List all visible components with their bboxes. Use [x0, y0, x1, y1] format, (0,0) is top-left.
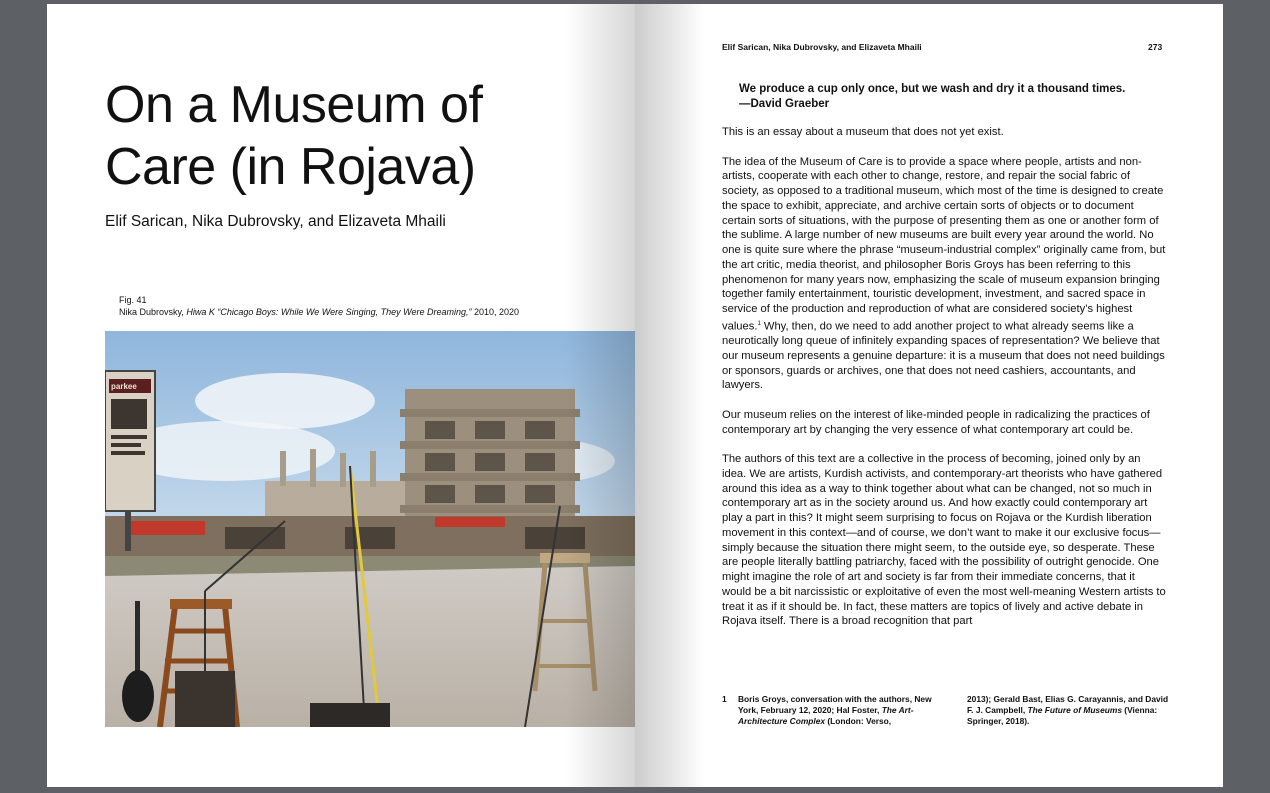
figure-caption: [119, 294, 599, 318]
footnote-italic-title: The Future of Museums: [1027, 705, 1122, 715]
paragraph-2-part-b: Why, then, do we need to add another project to what already seems like a neurotically long queue of infinitely expanding spaces of representation? We believe that our museum represents a genuine departure: it is a museum that does not need buildings or sponsors, guards or archives, one that does not need cashiers, accountants, and lawyers.: [722, 320, 1165, 392]
gutter-shadow: [635, 4, 705, 787]
footnote-text: 2013); Gerald Bast, Elias G. Carayannis, and David F. J. Campbell,: [967, 694, 1169, 715]
footnote-column-2: [967, 694, 1172, 727]
street-scene-photo: [105, 331, 635, 727]
epigraph-quote: We produce a cup only once, but we wash and dry it a thousand times.: [739, 83, 1126, 95]
figure-label: Fig. 41: [119, 295, 147, 305]
paragraph-3: Our museum relies on the interest of like-minded people in radicalizing the practices of contemporary art by changing the very essence of what contemporary art could be.: [722, 408, 1150, 436]
cloud: [195, 373, 375, 429]
billboard-text: parkee: [111, 382, 137, 391]
footnote-text: Boris Groys, conversation with the authors, New York, February 12, 2020; Hal Foster,: [738, 694, 932, 715]
page-number: 273: [1148, 42, 1163, 52]
epigraph: [739, 82, 1169, 112]
figure-work-title: Hiwa K “Chicago Boys: While We Were Singing, They Were Dreaming,”: [186, 307, 472, 317]
figure-credit: [119, 306, 599, 318]
paragraph-2-part-a: The idea of the Museum of Care is to provide a space where people, artists and non-artists, cooperate with each other to change, restore, and repair the social fabric of society, as opposed to a traditional museum, which most of the time is designed to create the space to exhibit, appreciate, and archive certain sorts of objects or to document certain sorts of situations, with the purpose of presenting them as one or another form of the sublime. A large number of new museums are built every year around the world. No one is quite sure where the phrase “museum-industrial complex” originally came from, but the art critic, media theorist, and philosopher Boris Groys has been referring to this phenomenon for many years now, emphasizing the scale of museum expansion bringing together family entertainment, touristic development, investment, and sacred space in service of the production and reproduction of what are considered society’s highest values.: [722, 155, 1166, 333]
epigraph-author: —David Graeber: [739, 98, 830, 110]
body-text: [722, 125, 1167, 644]
paragraph-2: [722, 155, 1167, 394]
running-head: Elif Sarican, Nika Dubrovsky, and Elizaveta Mhaili: [722, 42, 922, 52]
article-authors: Elif Sarican, Nika Dubrovsky, and Elizaveta Mhaili: [105, 213, 446, 230]
article-title: [105, 74, 605, 198]
footnote-mark[interactable]: 1: [757, 320, 761, 327]
title-line-1: On a Museum of: [105, 76, 483, 134]
paragraph-1: This is an essay about a museum that does not yet exist.: [722, 126, 1004, 138]
paragraph-4: The authors of this text are a collective in the process of becoming, joined only by an idea. We are artists, Kurdish activists, and contemporary-art theorists who have gathered around this idea as a way to think together about what can be changed, not so much in contemporary art as in the society around us. And how exactly could contemporary art play a part in this? It might seem surprising to focus on Rojava or the Kurdish liberation movement in this context—and of course, we don’t want to make it our exclusive focus—simply because the situation there might seem, to the outside eye, so desperate. These are people literally battling patriarchy, faced with the possibility of outright genocide. One might imagine the role of art and society is far from their immediate concerns, that it would be a bit narcissistic or exploitative of even the most well-meaning Western artists to treat it as if it should be. In fact, these matters are topics of lively and active debate in Rojava itself. There is a broad recognition that part: [722, 453, 1166, 628]
title-line-2: Care (in Rojava): [105, 138, 476, 196]
figure-artist: Nika Dubrovsky,: [119, 307, 184, 317]
figure-years: 2010, 2020: [474, 307, 520, 317]
footnote-text: (London: Verso,: [825, 716, 892, 726]
figure-photo: [105, 331, 635, 727]
footnote-column-1: [738, 694, 948, 727]
footnote-text: (Vienna: Springer, 2018).: [967, 705, 1158, 726]
footnote-italic-title: The Art-Architecture Complex: [738, 705, 914, 726]
book-spread: [47, 4, 1223, 787]
right-page: [635, 4, 1223, 787]
footnote-number: 1: [722, 694, 727, 704]
left-page: [47, 4, 635, 787]
